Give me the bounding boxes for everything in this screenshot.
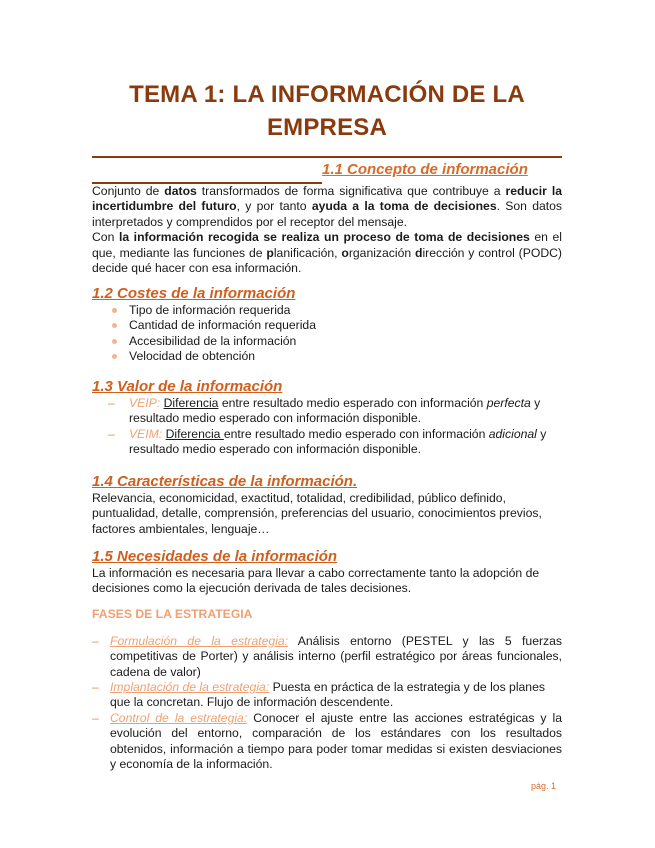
paragraph: Conjunto de datos transformados de forma significativa que contribuye a reducir la incertidumbre del futuro, y por tanto ayuda a la toma de decisiones. Son datos interpretados y comprendidos por el receptor del mensaje. bbox=[92, 184, 563, 229]
paragraph: La información es necesaria para llevar a cabo correctamente tanto la adopción de decisiones como la ejecución derivada de tales decisiones. bbox=[92, 566, 540, 596]
bullet-icon bbox=[112, 323, 117, 328]
list-item: – Formulación de la estrategia: Análisis entorno (PESTEL y las 5 fuerzas competitivas de Porter) y análisis interno (perfil estratégico por áreas funcionales, cadena de valor) bbox=[92, 633, 562, 679]
paragraph: Relevancia, economicidad, exactitud, totalidad, credibilidad, público definido, puntualidad, detalle, comprensión, preferencias del usuario, conocimientos previos, factores ambientales, lenguaje… bbox=[92, 491, 542, 536]
subheading: FASES DE LA ESTRATEGIA bbox=[92, 606, 253, 621]
dash-icon: – bbox=[108, 426, 115, 441]
bullet-list bbox=[92, 303, 562, 365]
bullet-icon bbox=[112, 339, 117, 344]
divider bbox=[92, 156, 562, 158]
section-heading: 1.1 Concepto de información bbox=[322, 161, 528, 178]
list-item: Velocidad de obtención bbox=[112, 349, 562, 364]
section-heading: 1.5 Necesidades de la información bbox=[92, 548, 338, 565]
list-item: Accesibilidad de la información bbox=[112, 334, 562, 349]
bullet-icon bbox=[112, 308, 117, 313]
list-item: Tipo de información requerida bbox=[112, 303, 562, 318]
section-1-1-body bbox=[92, 184, 562, 276]
dash-icon: – bbox=[92, 633, 99, 648]
dash-icon: – bbox=[92, 680, 99, 695]
section-1-4 bbox=[92, 473, 562, 537]
title-line-2: EMPRESA bbox=[266, 114, 388, 141]
bullet-icon bbox=[112, 354, 117, 359]
page-number: pág. 1 bbox=[531, 781, 557, 791]
dash-icon: – bbox=[108, 396, 115, 410]
section-1-3 bbox=[92, 378, 562, 458]
page-title bbox=[92, 78, 562, 144]
list-item: – Implantación de la estrategia: Puesta en práctica de la estrategia y de los planes que la concretan. Flujo de información descendente. bbox=[92, 680, 545, 710]
paragraph: Con la información recogida se realiza un proceso de toma de decisiones en el que, mediante las funciones de planificación, organización dirección y control (PODC) decide qué hacer con esa información. bbox=[92, 230, 562, 276]
dash-list bbox=[92, 396, 562, 458]
title-line-1: TEMA 1: LA INFORMACIÓN DE LA bbox=[129, 81, 525, 108]
section-heading: 1.4 Características de la información. bbox=[92, 473, 358, 490]
list-item: – Control de la estrategia: Conocer el ajuste entre las acciones estratégicas y la evolución del entorno, comparación de los estándares con los resultados obtenidos, información a tiempo para poder tomar medidas si existen desviaciones y economía de la información. bbox=[92, 710, 562, 772]
dash-list bbox=[92, 634, 562, 773]
section-1-5 bbox=[92, 548, 562, 772]
section-heading: 1.3 Valor de la información bbox=[92, 378, 283, 395]
section-1-2 bbox=[92, 285, 562, 365]
dash-icon: – bbox=[92, 710, 99, 725]
list-item: – VEIM: Diferencia entre resultado medio esperado con información adicional y resultado medio esperado con información disponible. bbox=[108, 426, 547, 457]
section-1-1-header bbox=[92, 161, 562, 183]
list-item: Cantidad de información requerida bbox=[112, 318, 562, 333]
list-item: – VEIP: Diferencia entre resultado medio esperado con información perfecta y resultado medio esperado con información disponible. bbox=[108, 396, 541, 426]
section-heading: 1.2 Costes de la información bbox=[92, 285, 296, 302]
